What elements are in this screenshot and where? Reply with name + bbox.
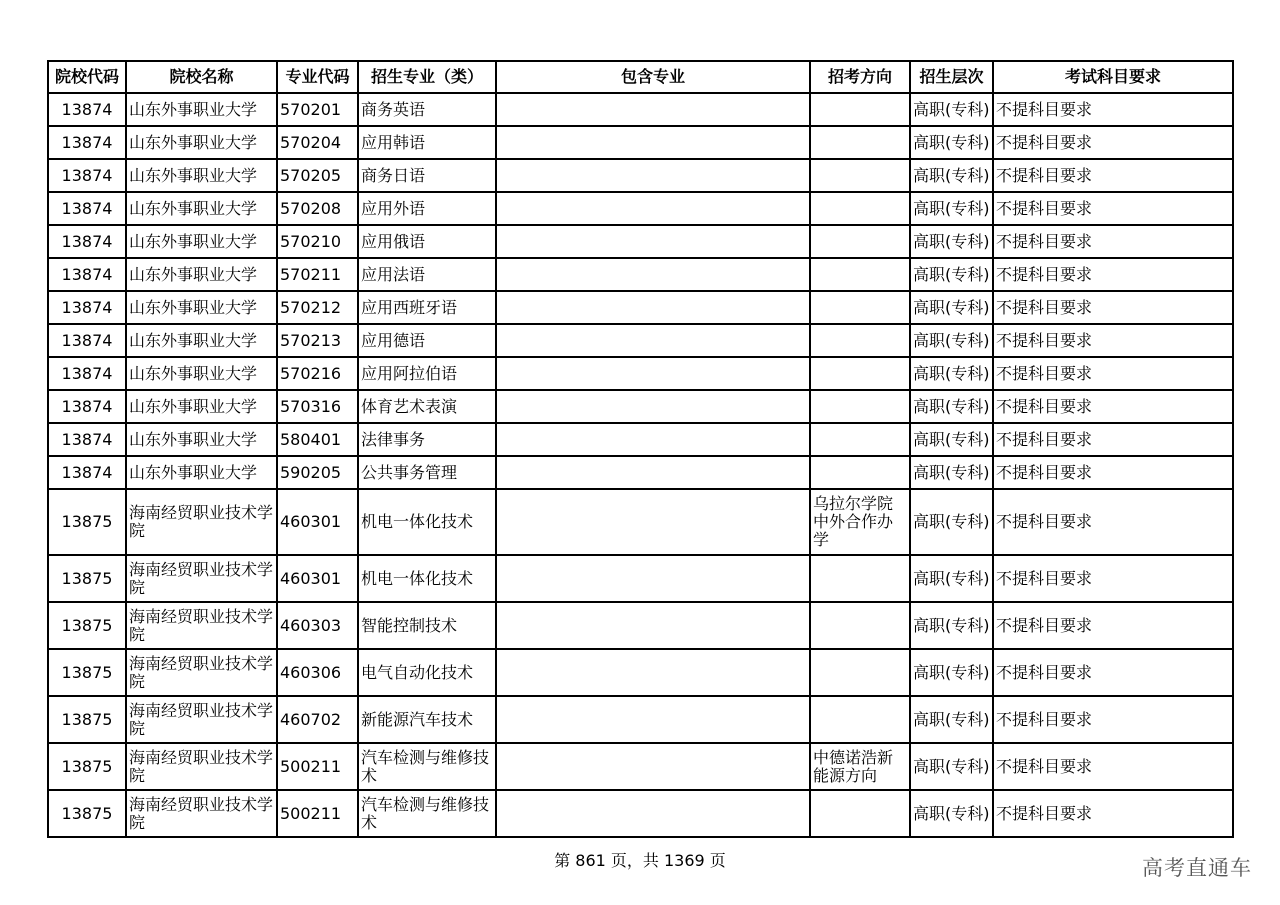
cell-major: 应用德语 bbox=[358, 324, 496, 357]
cell-direction bbox=[810, 93, 910, 126]
cell-level: 高职(专科) bbox=[910, 93, 993, 126]
cell-major: 公共事务管理 bbox=[358, 456, 496, 489]
cell-requirement: 不提科目要求 bbox=[993, 696, 1233, 743]
cell-major-code: 460702 bbox=[277, 696, 358, 743]
table-row bbox=[48, 649, 1233, 696]
table-body bbox=[48, 93, 1233, 837]
cell-direction bbox=[810, 456, 910, 489]
cell-level: 高职(专科) bbox=[910, 390, 993, 423]
cell-school-code: 13874 bbox=[48, 390, 126, 423]
cell-requirement: 不提科目要求 bbox=[993, 159, 1233, 192]
header-level: 招生层次 bbox=[910, 61, 993, 93]
cell-direction bbox=[810, 258, 910, 291]
cell-included-majors bbox=[496, 357, 810, 390]
cell-school-name: 海南经贸职业技术学院 bbox=[126, 790, 277, 837]
cell-school-code: 13874 bbox=[48, 225, 126, 258]
cell-included-majors bbox=[496, 93, 810, 126]
cell-level: 高职(专科) bbox=[910, 555, 993, 602]
cell-requirement: 不提科目要求 bbox=[993, 357, 1233, 390]
cell-major: 机电一体化技术 bbox=[358, 489, 496, 555]
header-major: 招生专业（类） bbox=[358, 61, 496, 93]
cell-requirement: 不提科目要求 bbox=[993, 423, 1233, 456]
cell-major-code: 500211 bbox=[277, 790, 358, 837]
cell-major: 商务英语 bbox=[358, 93, 496, 126]
cell-requirement: 不提科目要求 bbox=[993, 126, 1233, 159]
cell-requirement: 不提科目要求 bbox=[993, 649, 1233, 696]
cell-school-name: 山东外事职业大学 bbox=[126, 126, 277, 159]
cell-level: 高职(专科) bbox=[910, 126, 993, 159]
cell-included-majors bbox=[496, 225, 810, 258]
cell-included-majors bbox=[496, 489, 810, 555]
cell-school-code: 13875 bbox=[48, 602, 126, 649]
cell-included-majors bbox=[496, 258, 810, 291]
table-row bbox=[48, 93, 1233, 126]
cell-school-name: 山东外事职业大学 bbox=[126, 324, 277, 357]
table-row bbox=[48, 790, 1233, 837]
cell-level: 高职(专科) bbox=[910, 324, 993, 357]
cell-level: 高职(专科) bbox=[910, 602, 993, 649]
cell-school-name: 山东外事职业大学 bbox=[126, 192, 277, 225]
cell-major-code: 460303 bbox=[277, 602, 358, 649]
table-row bbox=[48, 357, 1233, 390]
cell-direction bbox=[810, 649, 910, 696]
cell-major: 汽车检测与维修技术 bbox=[358, 743, 496, 790]
cell-level: 高职(专科) bbox=[910, 192, 993, 225]
cell-major: 体育艺术表演 bbox=[358, 390, 496, 423]
cell-included-majors bbox=[496, 291, 810, 324]
table-row bbox=[48, 192, 1233, 225]
cell-direction bbox=[810, 192, 910, 225]
cell-school-code: 13875 bbox=[48, 743, 126, 790]
cell-included-majors bbox=[496, 649, 810, 696]
table-row bbox=[48, 423, 1233, 456]
header-direction: 招考方向 bbox=[810, 61, 910, 93]
cell-requirement: 不提科目要求 bbox=[993, 489, 1233, 555]
cell-direction bbox=[810, 159, 910, 192]
cell-direction: 中德诺浩新能源方向 bbox=[810, 743, 910, 790]
cell-school-code: 13875 bbox=[48, 696, 126, 743]
cell-requirement: 不提科目要求 bbox=[993, 225, 1233, 258]
page-number: 第 861 页，共 1369 页 bbox=[554, 851, 726, 870]
cell-included-majors bbox=[496, 743, 810, 790]
cell-major-code: 570201 bbox=[277, 93, 358, 126]
table-row bbox=[48, 324, 1233, 357]
cell-requirement: 不提科目要求 bbox=[993, 258, 1233, 291]
cell-direction bbox=[810, 696, 910, 743]
cell-school-code: 13874 bbox=[48, 159, 126, 192]
cell-school-code: 13875 bbox=[48, 790, 126, 837]
cell-direction bbox=[810, 324, 910, 357]
cell-direction bbox=[810, 423, 910, 456]
header-requirement: 考试科目要求 bbox=[993, 61, 1233, 93]
cell-major: 法律事务 bbox=[358, 423, 496, 456]
cell-included-majors bbox=[496, 423, 810, 456]
header-school-name: 院校名称 bbox=[126, 61, 277, 93]
cell-direction bbox=[810, 357, 910, 390]
cell-school-name: 海南经贸职业技术学院 bbox=[126, 489, 277, 555]
header-included-majors: 包含专业 bbox=[496, 61, 810, 93]
cell-major-code: 580401 bbox=[277, 423, 358, 456]
header-major-code: 专业代码 bbox=[277, 61, 358, 93]
table-row bbox=[48, 489, 1233, 555]
cell-requirement: 不提科目要求 bbox=[993, 602, 1233, 649]
watermark: 高考直通车 bbox=[1142, 856, 1252, 880]
cell-level: 高职(专科) bbox=[910, 357, 993, 390]
cell-school-name: 山东外事职业大学 bbox=[126, 423, 277, 456]
cell-direction bbox=[810, 225, 910, 258]
cell-requirement: 不提科目要求 bbox=[993, 390, 1233, 423]
cell-requirement: 不提科目要求 bbox=[993, 555, 1233, 602]
cell-included-majors bbox=[496, 696, 810, 743]
cell-school-name: 山东外事职业大学 bbox=[126, 291, 277, 324]
cell-included-majors bbox=[496, 555, 810, 602]
cell-school-name: 山东外事职业大学 bbox=[126, 225, 277, 258]
cell-major: 应用外语 bbox=[358, 192, 496, 225]
cell-level: 高职(专科) bbox=[910, 423, 993, 456]
cell-school-name: 山东外事职业大学 bbox=[126, 456, 277, 489]
cell-school-code: 13874 bbox=[48, 258, 126, 291]
cell-requirement: 不提科目要求 bbox=[993, 324, 1233, 357]
cell-major-code: 570204 bbox=[277, 126, 358, 159]
cell-major-code: 460306 bbox=[277, 649, 358, 696]
cell-major: 机电一体化技术 bbox=[358, 555, 496, 602]
cell-direction bbox=[810, 602, 910, 649]
header-school-code: 院校代码 bbox=[48, 61, 126, 93]
cell-included-majors bbox=[496, 456, 810, 489]
cell-major: 应用法语 bbox=[358, 258, 496, 291]
cell-included-majors bbox=[496, 159, 810, 192]
table-row bbox=[48, 602, 1233, 649]
cell-major: 应用俄语 bbox=[358, 225, 496, 258]
table-row bbox=[48, 456, 1233, 489]
cell-school-name: 山东外事职业大学 bbox=[126, 390, 277, 423]
cell-direction bbox=[810, 390, 910, 423]
cell-direction bbox=[810, 126, 910, 159]
cell-level: 高职(专科) bbox=[910, 456, 993, 489]
cell-major-code: 460301 bbox=[277, 489, 358, 555]
cell-major: 电气自动化技术 bbox=[358, 649, 496, 696]
table-row bbox=[48, 696, 1233, 743]
cell-major: 新能源汽车技术 bbox=[358, 696, 496, 743]
cell-level: 高职(专科) bbox=[910, 225, 993, 258]
cell-major-code: 460301 bbox=[277, 555, 358, 602]
cell-major-code: 570212 bbox=[277, 291, 358, 324]
cell-major: 商务日语 bbox=[358, 159, 496, 192]
cell-major-code: 500211 bbox=[277, 743, 358, 790]
table-row bbox=[48, 126, 1233, 159]
cell-school-code: 13874 bbox=[48, 126, 126, 159]
cell-school-name: 山东外事职业大学 bbox=[126, 258, 277, 291]
cell-school-name: 海南经贸职业技术学院 bbox=[126, 649, 277, 696]
cell-school-name: 海南经贸职业技术学院 bbox=[126, 555, 277, 602]
cell-major: 应用阿拉伯语 bbox=[358, 357, 496, 390]
cell-school-name: 海南经贸职业技术学院 bbox=[126, 696, 277, 743]
cell-level: 高职(专科) bbox=[910, 489, 993, 555]
cell-school-name: 海南经贸职业技术学院 bbox=[126, 602, 277, 649]
table-row bbox=[48, 159, 1233, 192]
cell-school-code: 13874 bbox=[48, 423, 126, 456]
cell-direction bbox=[810, 555, 910, 602]
cell-requirement: 不提科目要求 bbox=[993, 790, 1233, 837]
cell-major-code: 570316 bbox=[277, 390, 358, 423]
cell-school-code: 13874 bbox=[48, 324, 126, 357]
table-row bbox=[48, 390, 1233, 423]
cell-level: 高职(专科) bbox=[910, 291, 993, 324]
cell-major-code: 570211 bbox=[277, 258, 358, 291]
cell-major-code: 570205 bbox=[277, 159, 358, 192]
table-row bbox=[48, 258, 1233, 291]
table-row bbox=[48, 225, 1233, 258]
cell-requirement: 不提科目要求 bbox=[993, 291, 1233, 324]
cell-major-code: 570210 bbox=[277, 225, 358, 258]
cell-major-code: 570208 bbox=[277, 192, 358, 225]
cell-school-code: 13874 bbox=[48, 192, 126, 225]
cell-major-code: 590205 bbox=[277, 456, 358, 489]
table-row bbox=[48, 555, 1233, 602]
cell-major: 应用西班牙语 bbox=[358, 291, 496, 324]
cell-requirement: 不提科目要求 bbox=[993, 456, 1233, 489]
cell-level: 高职(专科) bbox=[910, 696, 993, 743]
cell-included-majors bbox=[496, 790, 810, 837]
cell-school-code: 13874 bbox=[48, 456, 126, 489]
cell-direction bbox=[810, 291, 910, 324]
cell-level: 高职(专科) bbox=[910, 159, 993, 192]
cell-school-name: 山东外事职业大学 bbox=[126, 159, 277, 192]
cell-included-majors bbox=[496, 192, 810, 225]
cell-major-code: 570213 bbox=[277, 324, 358, 357]
cell-school-code: 13875 bbox=[48, 489, 126, 555]
cell-school-code: 13875 bbox=[48, 649, 126, 696]
cell-school-code: 13874 bbox=[48, 291, 126, 324]
cell-school-name: 山东外事职业大学 bbox=[126, 93, 277, 126]
cell-requirement: 不提科目要求 bbox=[993, 192, 1233, 225]
admissions-table bbox=[47, 60, 1234, 838]
cell-direction: 乌拉尔学院中外合作办学 bbox=[810, 489, 910, 555]
table-row bbox=[48, 743, 1233, 790]
cell-major: 汽车检测与维修技术 bbox=[358, 790, 496, 837]
cell-school-code: 13875 bbox=[48, 555, 126, 602]
cell-level: 高职(专科) bbox=[910, 649, 993, 696]
cell-school-name: 山东外事职业大学 bbox=[126, 357, 277, 390]
table-header-row bbox=[48, 61, 1233, 93]
cell-school-name: 海南经贸职业技术学院 bbox=[126, 743, 277, 790]
cell-level: 高职(专科) bbox=[910, 790, 993, 837]
cell-included-majors bbox=[496, 390, 810, 423]
cell-major: 应用韩语 bbox=[358, 126, 496, 159]
cell-included-majors bbox=[496, 126, 810, 159]
cell-direction bbox=[810, 790, 910, 837]
cell-included-majors bbox=[496, 324, 810, 357]
cell-school-code: 13874 bbox=[48, 93, 126, 126]
cell-level: 高职(专科) bbox=[910, 258, 993, 291]
cell-school-code: 13874 bbox=[48, 357, 126, 390]
table-row bbox=[48, 291, 1233, 324]
cell-major-code: 570216 bbox=[277, 357, 358, 390]
cell-requirement: 不提科目要求 bbox=[993, 93, 1233, 126]
cell-requirement: 不提科目要求 bbox=[993, 743, 1233, 790]
cell-level: 高职(专科) bbox=[910, 743, 993, 790]
cell-major: 智能控制技术 bbox=[358, 602, 496, 649]
cell-included-majors bbox=[496, 602, 810, 649]
